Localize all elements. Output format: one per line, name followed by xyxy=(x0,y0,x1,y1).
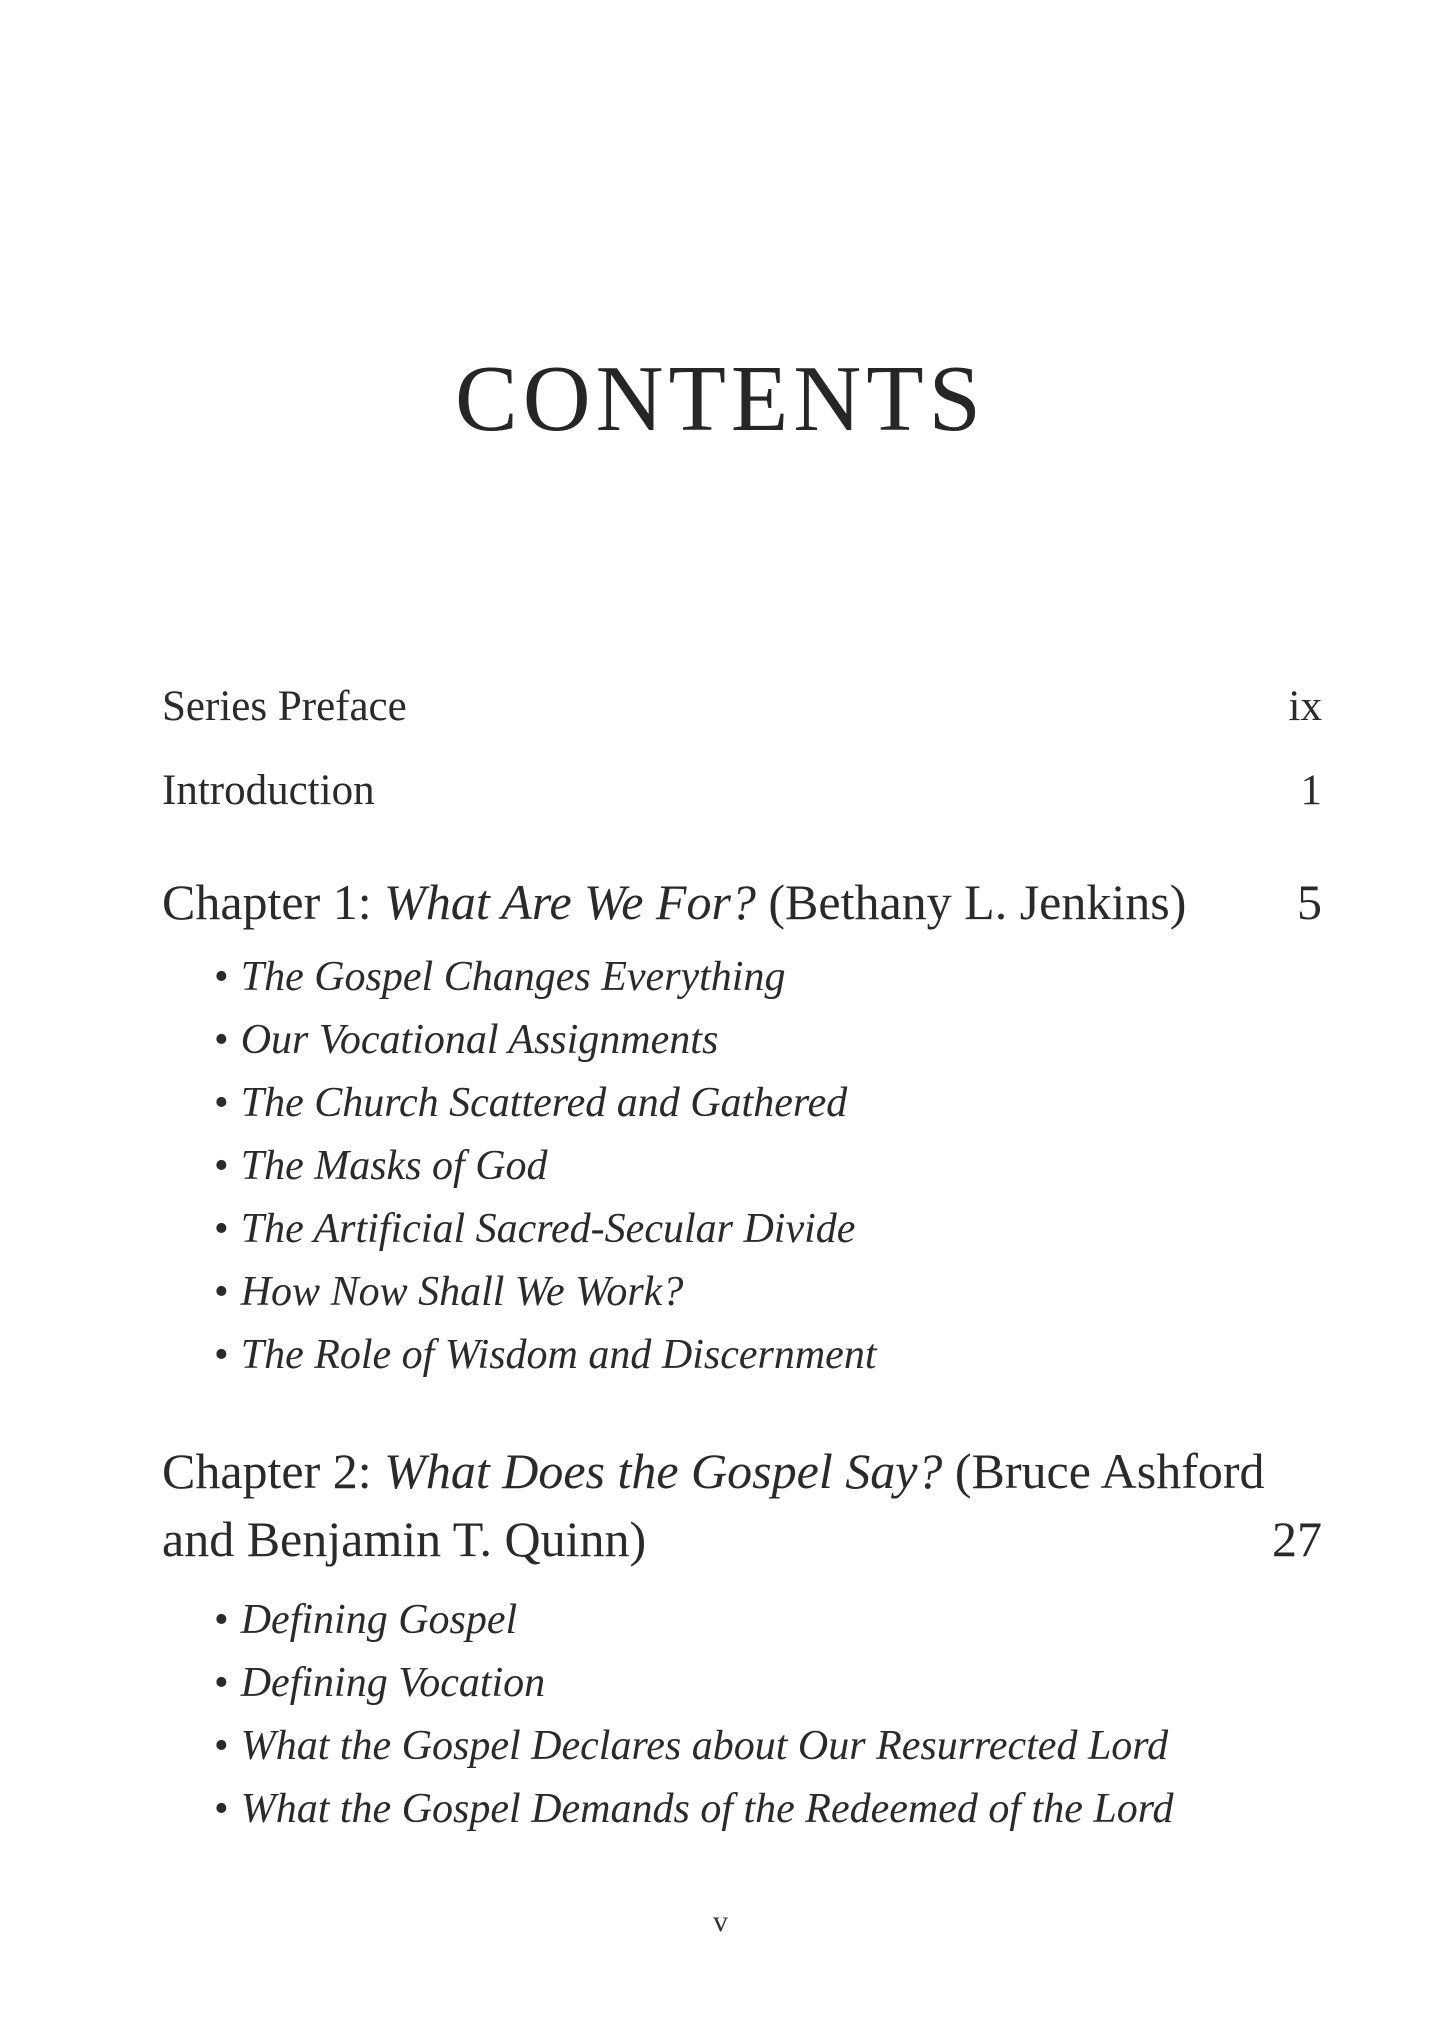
chapter-author: (Bethany L. Jenkins) xyxy=(755,874,1187,930)
toc-entry-page: 1 xyxy=(1300,767,1322,814)
section-item xyxy=(214,1208,855,1250)
section-item xyxy=(214,1725,1168,1767)
toc-entry-label: Series Preface xyxy=(162,683,407,730)
toc-entry-page: ix xyxy=(1288,683,1322,730)
bullet-icon: • xyxy=(214,1597,229,1643)
chapter-author-continued: and Benjamin T. Quinn) xyxy=(162,1511,647,1567)
bullet-icon: • xyxy=(214,1143,229,1189)
section-title: What the Gospel Demands of the Redeemed of the Lord xyxy=(240,1786,1174,1832)
toc-entry-label: Introduction xyxy=(162,767,375,814)
section-title: What the Gospel Declares about Our Resurrected Lord xyxy=(240,1723,1169,1769)
section-title: Defining Gospel xyxy=(240,1597,518,1643)
page-number: v xyxy=(713,1905,728,1938)
section-title: The Role of Wisdom and Discernment xyxy=(240,1332,877,1378)
section-title: The Artificial Sacred-Secular Divide xyxy=(240,1206,856,1252)
section-item xyxy=(214,1334,876,1376)
section-item xyxy=(214,1082,847,1124)
page-title: CONTENTS xyxy=(455,347,986,451)
chapter-author: (Bruce Ashford xyxy=(942,1443,1265,1499)
chapter-title: What Are We For? xyxy=(384,874,756,930)
section-title: Defining Vocation xyxy=(240,1660,546,1706)
bullet-icon: • xyxy=(214,1080,229,1126)
section-item xyxy=(214,1145,548,1187)
section-item xyxy=(214,1019,718,1061)
bullet-icon: • xyxy=(214,1786,229,1832)
section-title: The Gospel Changes Everything xyxy=(240,954,786,1000)
section-title: The Masks of God xyxy=(240,1143,548,1189)
section-item xyxy=(214,1599,517,1641)
section-title: How Now Shall We Work? xyxy=(240,1269,684,1315)
chapter-page: 5 xyxy=(1297,874,1322,930)
bullet-icon: • xyxy=(214,954,229,1000)
bullet-icon: • xyxy=(214,1723,229,1769)
section-item xyxy=(214,1788,1173,1830)
chapter-prefix: Chapter 2: xyxy=(162,1443,385,1499)
bullet-icon: • xyxy=(214,1269,229,1315)
bullet-icon: • xyxy=(214,1660,229,1706)
chapter-title: What Does the Gospel Say? xyxy=(384,1443,943,1499)
section-title: Our Vocational Assignments xyxy=(240,1017,719,1063)
section-item xyxy=(214,1271,683,1313)
chapter-heading xyxy=(162,874,1187,930)
section-item xyxy=(214,1662,545,1704)
section-title: The Church Scattered and Gathered xyxy=(240,1080,848,1126)
chapter-page: 27 xyxy=(1272,1511,1322,1567)
bullet-icon: • xyxy=(214,1017,229,1063)
bullet-icon: • xyxy=(214,1332,229,1378)
bullet-icon: • xyxy=(214,1206,229,1252)
chapter-heading xyxy=(162,1443,1265,1499)
chapter-prefix: Chapter 1: xyxy=(162,874,385,930)
section-item xyxy=(214,956,785,998)
